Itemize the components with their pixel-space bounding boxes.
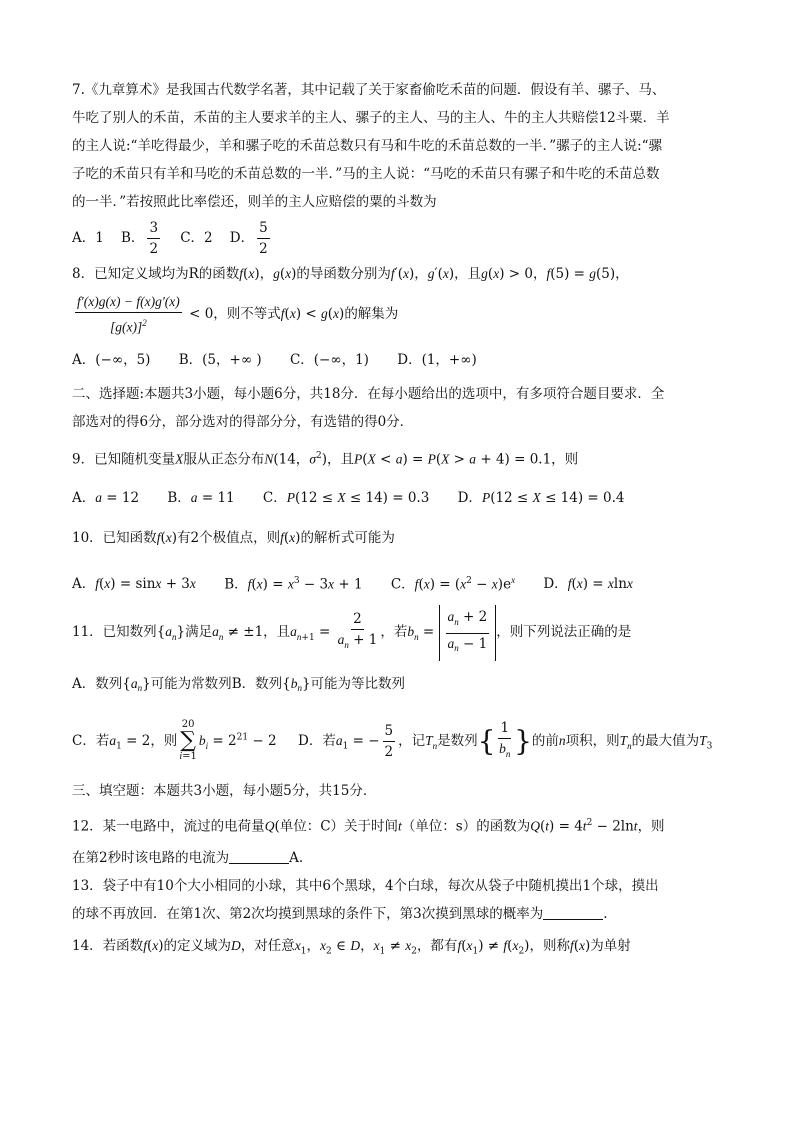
question-12 [72, 805, 740, 873]
section-3-header: 三、填空题：本题共3小题，每小题5分，共15分． [72, 782, 377, 799]
q13-line: 的球不再放回．在第1次、第2次均摸到黑球的条件下，第3次摸到黑球的概率为 . [72, 906, 608, 923]
question-9 [72, 436, 740, 516]
q10-stem: 10．已知函数f(x)有2个极值点，则f(x)的解析式可能为 [72, 529, 395, 546]
q7-line: 的主人说:“羊吃得最少，羊和骡子吃的禾苗总数只有马和牛吃的禾苗总数的一半．”骡子的主人说:“骡 [72, 138, 663, 154]
q9-option-b: B．a = 11 [167, 489, 235, 506]
q11-option-a: A．数列$\{a_n\}$可能为常数列 [72, 675, 232, 694]
q8-derivative-fraction: $\frac{f'(x)g(x) - f(x)g'(x)}{[g(x)]^2}$ [77, 293, 180, 335]
section-2-line: 部选对的得6分，部分选对的得部分分，有选错的得0分． [72, 414, 414, 430]
q7-line: 子吃的禾苗只有羊和马吃的禾苗总数的一半．”马的主人说：“马吃的禾苗只有骡子和牛吃的禾苗总数 [72, 166, 660, 182]
q7-line: 的一半．”若按照此比率偿还，则羊的主人应赔偿的粟的斗数为 [72, 194, 437, 210]
question-11 [72, 604, 740, 777]
q8-options [72, 340, 740, 380]
q11-option-c: C．若$a_1 = 2$，则 20 ∑ i=1 $b_i = 2^{21} - 2$ [72, 719, 277, 763]
q9-option-d: D．P(12 ≤ X ≤ 14) = 0.4 [457, 489, 625, 506]
q10-option-b: B．$f(x) = x^3 - 3x + 1$ [224, 575, 363, 592]
q10-option-a: A．f(x) = sinx + 3x [72, 576, 196, 592]
q11-stem: 11．已知数列$\{a_n\}$满足$a_n \ne \pm 1$，且$a_{n+1}$ = $\frac{2}{a_n + 1}$ ，若$b_n$ = $\frac{a_n + 2}{a_n - 1}$ ，则下列说法正确的是 [72, 604, 740, 666]
q9-options [72, 480, 740, 516]
question-13 [72, 872, 740, 928]
q11-option-b: B．数列$\{b_n\}$可能为等比数列 [231, 675, 406, 694]
section-2-line: 二、选择题:本题共3小题，每小题6分，共18分．在每小题给出的选项中，有多项符合题目要求．全 [72, 386, 665, 402]
q7-option-d: D． $\frac{5}{2}$ [229, 220, 268, 257]
q7-line: 7.《九章算术》是我国古代数学名著，其中记载了关于家畜偷吃禾苗的问题．假设有羊、骡子、马、 [72, 82, 666, 98]
q8-option-b: B．(5，+∞ ) [178, 352, 262, 368]
q8-line: $\frac{f'(x)g(x) - f(x)g'(x)}{[g(x)]^2}$ < 0，则不等式f(x) < g(x)的解集为 [72, 288, 740, 340]
q13-line: 13．袋子中有10个大小相同的小球，其中6个黑球，4个白球，每次从袋子中随机摸出1个球，摸出 [72, 878, 659, 895]
q9-option-c: C．P(12 ≤ X ≤ 14) = 0.3 [262, 489, 430, 506]
q13-answer-blank[interactable] [543, 905, 603, 920]
q7-option-b: B． $\frac{3}{2}$ [121, 220, 159, 257]
question-7 [72, 76, 740, 260]
q7-line: 牛吃了别人的禾苗，禾苗的主人要求羊的主人、骡子的主人、马的主人、牛的主人共赔偿12斗粟．羊 [72, 110, 670, 126]
q8-line: 8．已知定义域均为R的函数f(x)，g(x)的导函数分别为f′(x)，g′(x)，且g(x) > 0，f(5) = g(5)， [72, 266, 629, 282]
section-2-header [72, 380, 740, 436]
q7-option-c: C．2 [180, 230, 213, 246]
q10-option-c: C．$f(x) = (x^2 - x)e^x$ [390, 574, 516, 592]
q8-option-d: D．(1，+∞) [397, 352, 477, 368]
q11-options-ab [72, 666, 740, 708]
q7-options [72, 216, 740, 260]
q7-option-a: A．1 [72, 230, 104, 246]
question-8 [72, 260, 740, 380]
q11-option-d: D．若$a_1$ = − $\frac{5}{2}$ ，记$T_n$是数列{ $\frac{1}{b_n}$ }的前n项积，则$T_n$的最大值为$T_3$ [298, 720, 713, 760]
q14-line: 14．若函数f(x)的定义域为D，对任意$x_1$，$x_2$ ∈ D，$x_1 \ne x_2$，都有$f(x_1) \ne f(x_2)$，则称f(x)为单射 [72, 938, 631, 957]
q9-option-a: A．a = 12 [72, 489, 140, 506]
exam-page [72, 76, 740, 970]
question-10 [72, 516, 740, 605]
q12-line: 在第2秒时该电路的电流为 A. [72, 850, 304, 867]
q9-stem: 9．已知随机变量X服从正态分布N(14，$\sigma^2$)，且P(X < a) = P(X > a + 4) = 0.1，则 [72, 451, 579, 468]
q12-answer-blank[interactable] [229, 849, 289, 864]
q10-option-d: D．f(x) = xlnx [543, 576, 633, 592]
q8-option-c: C．(−∞，1) [289, 352, 369, 368]
q11-options-cd [72, 707, 740, 776]
q10-options [72, 560, 740, 605]
q8-option-a: A．(−∞，5) [72, 352, 151, 368]
question-14 [72, 928, 740, 970]
q12-line: 12．某一电路中，流过的电荷量Q(单位：C）关于时间t（单位：s）的函数为$Q(t) = 4t^2 - 2\ln t$，则 [72, 817, 665, 835]
